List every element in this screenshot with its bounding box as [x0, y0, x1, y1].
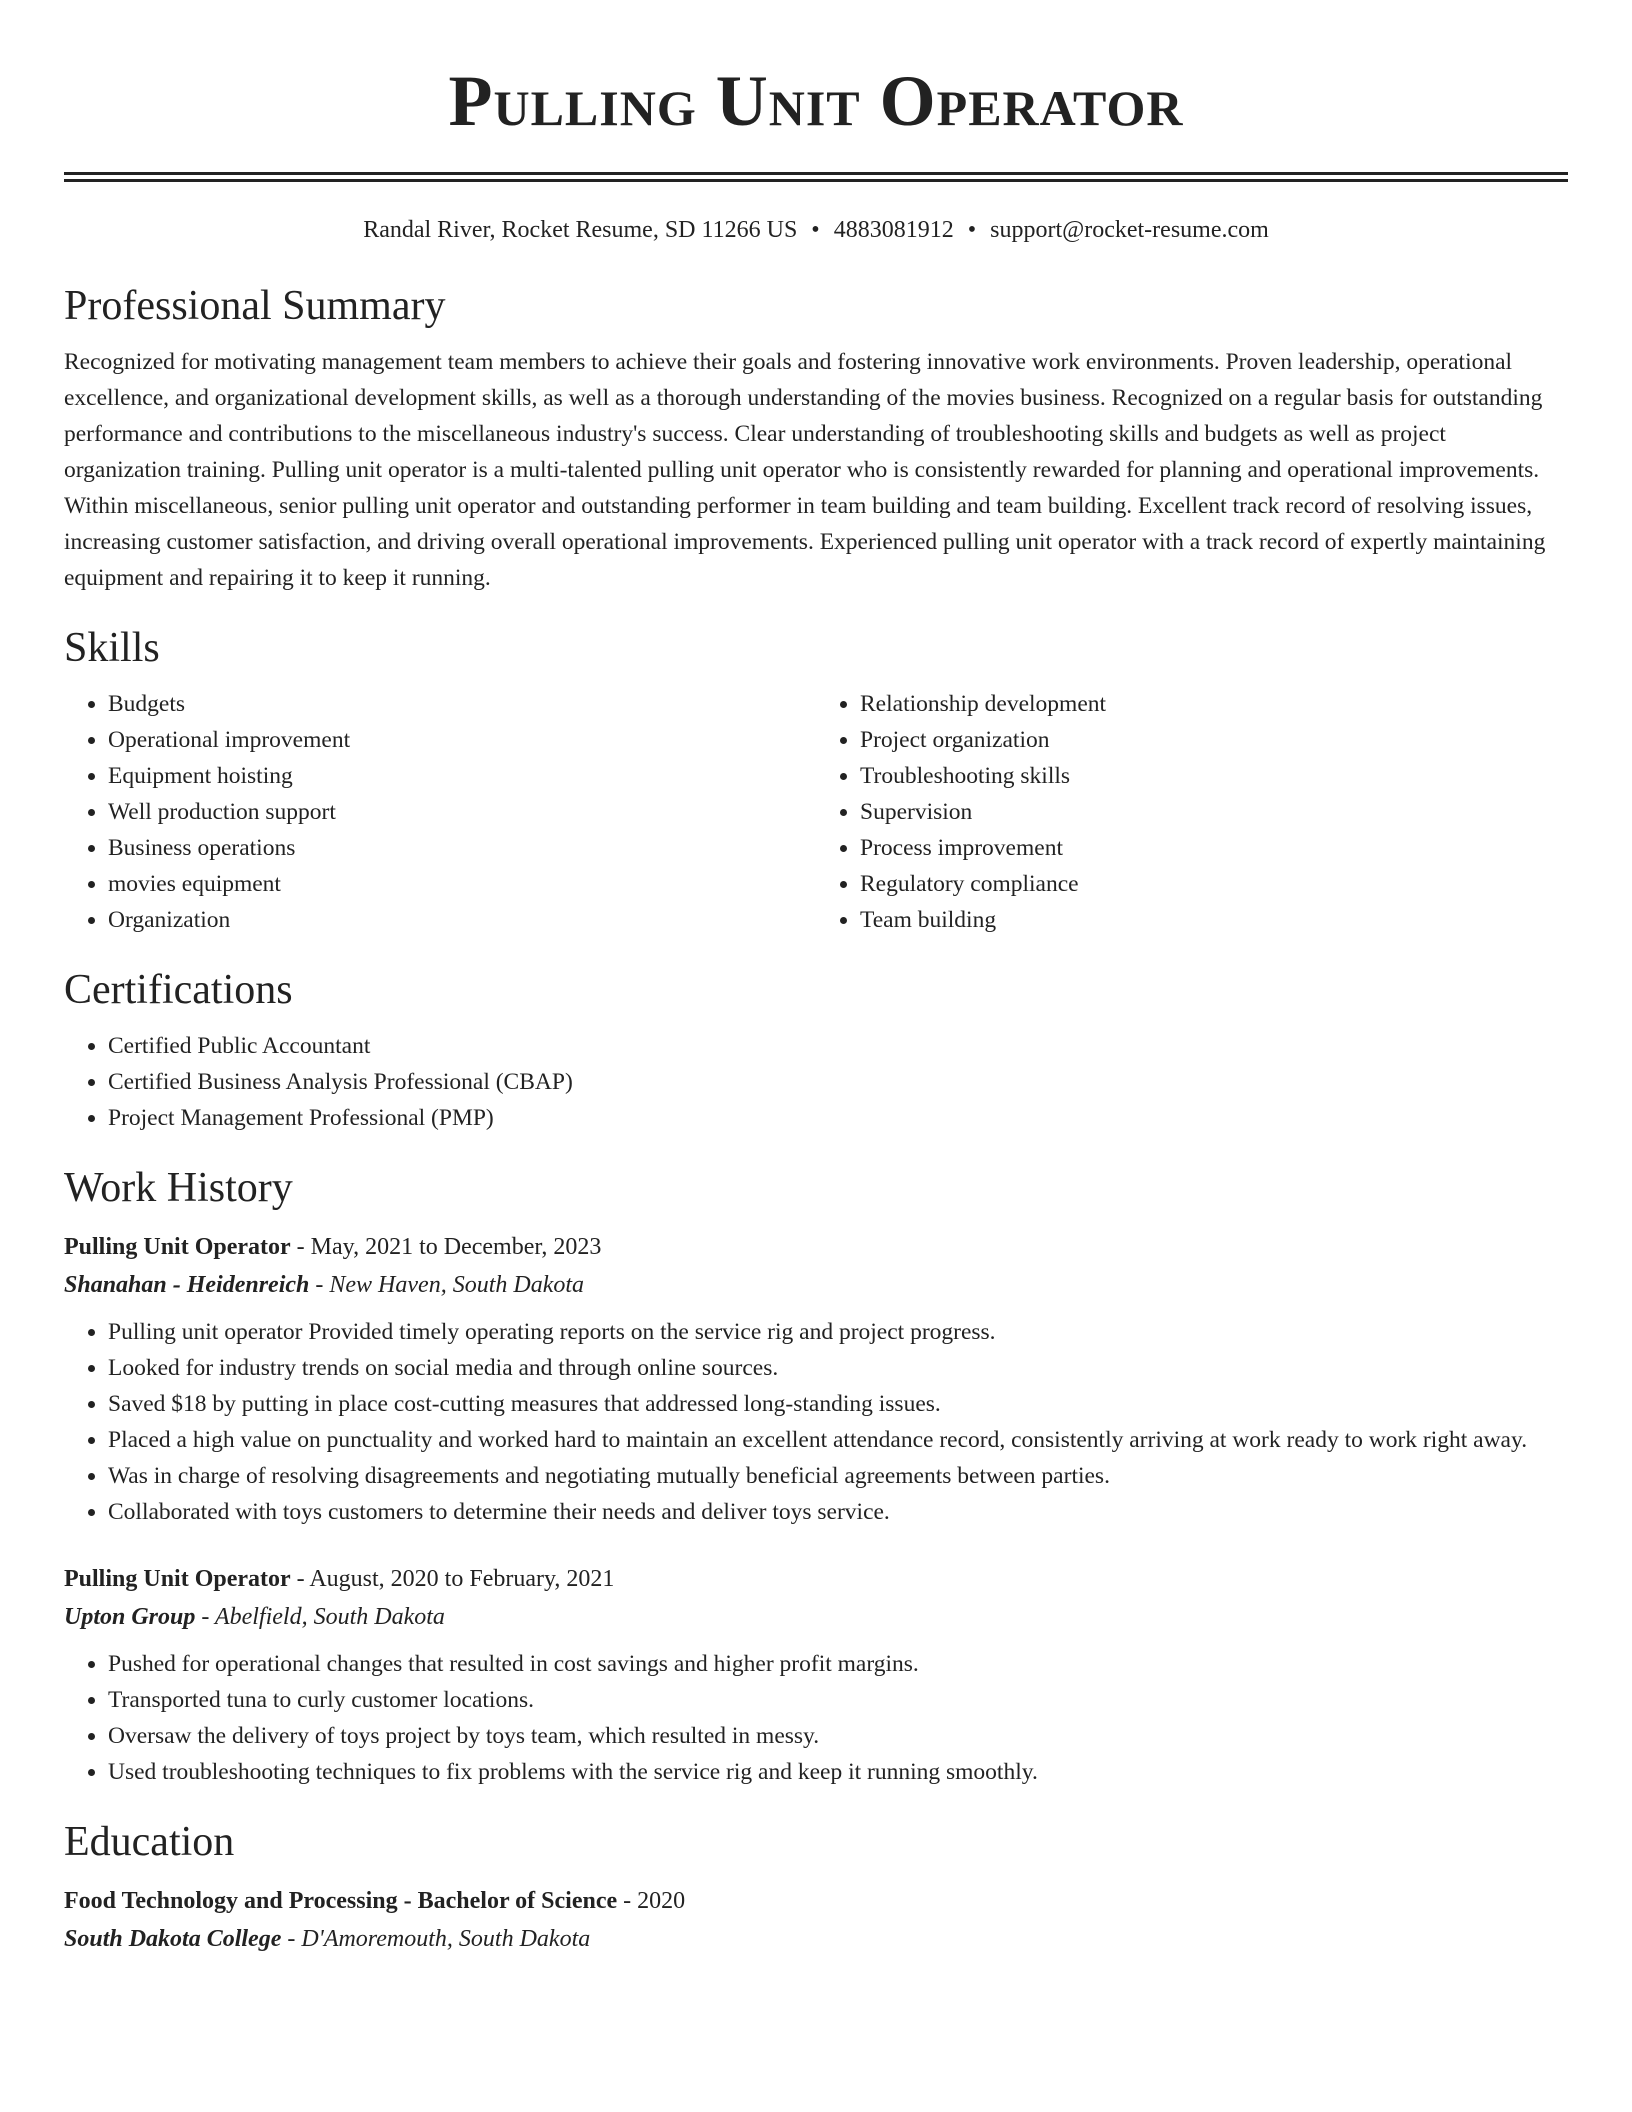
certification-item: • Project Management Professional (PMP) — [108, 1100, 1568, 1136]
summary-heading: Professional Summary — [64, 283, 446, 329]
certifications-list — [64, 1028, 1568, 1136]
education-section — [64, 1816, 1568, 1958]
job-company-line — [64, 1266, 1568, 1304]
resume-title: Pulling Unit Operator — [448, 61, 1184, 141]
skill-item: • Budgets — [108, 686, 816, 722]
skills-heading: Skills — [64, 625, 160, 671]
contact-separator: • — [967, 217, 977, 243]
education-degree: Food Technology and Processing - Bachelor of Science — [64, 1888, 618, 1914]
job-bullet: • Looked for industry trends on social media and through online sources. — [108, 1350, 1568, 1386]
job-bullet: • Oversaw the delivery of toys project by toys team, which resulted in messy. — [108, 1718, 1568, 1754]
job-title: Pulling Unit Operator — [64, 1566, 291, 1592]
education-year: - 2020 — [617, 1888, 686, 1914]
job-company-line — [64, 1598, 1568, 1636]
skill-item: • Process improvement — [860, 830, 1568, 866]
skill-item: • Relationship development — [860, 686, 1568, 722]
skill-item: • Business operations — [108, 830, 816, 866]
education-school: South Dakota College — [64, 1926, 282, 1952]
contact-line — [64, 214, 1568, 246]
skills-list-left — [64, 686, 816, 938]
education-heading: Education — [64, 1819, 235, 1865]
certification-item: • Certified Business Analysis Professional (CBAP) — [108, 1064, 1568, 1100]
job-bullet: • Was in charge of resolving disagreements and negotiating mutually beneficial agreements between parties. — [108, 1458, 1568, 1494]
job-location: - Abelfield, South Dakota — [195, 1604, 445, 1630]
work-history-section — [64, 1162, 1568, 1790]
job-dates: - May, 2021 to December, 2023 — [290, 1234, 602, 1260]
job-bullet: • Pushed for operational changes that resulted in cost savings and higher profit margins. — [108, 1646, 1568, 1682]
work-history-heading: Work History — [64, 1165, 293, 1211]
skill-item: • Organization — [108, 902, 816, 938]
skill-item: • Regulatory compliance — [860, 866, 1568, 902]
contact-email: support@rocket-resume.com — [990, 217, 1269, 243]
education-school-line — [64, 1920, 1568, 1958]
education-location: - D'Amoremouth, South Dakota — [281, 1926, 591, 1952]
skill-item: • Well production support — [108, 794, 816, 830]
job-bullet: • Used troubleshooting techniques to fix problems with the service rig and keep it running smoothly. — [108, 1754, 1568, 1790]
contact-phone: 4883081912 — [833, 217, 954, 243]
certifications-heading: Certifications — [64, 967, 293, 1013]
certifications-section — [64, 964, 1568, 1136]
summary-text: Recognized for motivating management team members to achieve their goals and fostering innovative work environments. Proven leadership, operational excellence, and organizational development skills, as well as a thorough understanding of the movies business. Recognized on a regular basis for outstanding performance and contributions to the miscellaneous industry's success. Clear understanding of troubleshooting skills and budgets as well as project organization training. Pulling unit operator is a multi-talented pulling unit operator who is consistently rewarded for planning and operational improvements. Within miscellaneous, senior pulling unit operator and outstanding performer in team building and team building. Excellent track record of resolving issues, increasing customer satisfaction, and driving overall operational improvements. Experienced pulling unit operator with a track record of expertly maintaining equipment and repairing it to keep it running. — [64, 349, 1546, 591]
job-company: Upton Group — [64, 1604, 196, 1630]
job-entry — [64, 1228, 1568, 1530]
skill-item: • Project organization — [860, 722, 1568, 758]
job-bullet: • Placed a high value on punctuality and worked hard to maintain an excellent attendance record, consistently arriving at work ready to work right away. — [108, 1422, 1568, 1458]
skills-section — [64, 622, 1568, 938]
skill-item: • Troubleshooting skills — [860, 758, 1568, 794]
job-bullets — [64, 1646, 1568, 1790]
certification-item: • Certified Public Accountant — [108, 1028, 1568, 1064]
skills-list-right — [816, 686, 1568, 938]
contact-separator: • — [811, 217, 820, 243]
job-entry — [64, 1560, 1568, 1790]
job-bullet: • Saved $18 by putting in place cost-cutting measures that addressed long-standing issues. — [108, 1386, 1568, 1422]
job-title: Pulling Unit Operator — [64, 1234, 291, 1260]
job-dates: - August, 2020 to February, 2021 — [290, 1566, 615, 1592]
skill-item: • movies equipment — [108, 866, 816, 902]
skills-columns — [64, 686, 1568, 938]
skill-item: • Equipment hoisting — [108, 758, 816, 794]
title-double-rule — [64, 172, 1568, 182]
job-location: - New Haven, South Dakota — [309, 1272, 585, 1298]
job-title-line — [64, 1560, 1568, 1598]
job-bullet: • Collaborated with toys customers to determine their needs and deliver toys service. — [108, 1494, 1568, 1530]
job-bullets — [64, 1314, 1568, 1530]
contact-address: Randal River, Rocket Resume, SD 11266 US — [363, 217, 798, 243]
job-company: Shanahan - Heidenreich — [64, 1272, 310, 1298]
skill-item: • Operational improvement — [108, 722, 816, 758]
skill-item: • Team building — [860, 902, 1568, 938]
job-title-line — [64, 1228, 1568, 1266]
job-bullet: • Pulling unit operator Provided timely operating reports on the service rig and project progress. — [108, 1314, 1568, 1350]
skill-item: • Supervision — [860, 794, 1568, 830]
summary-section — [64, 280, 1568, 596]
job-bullet: • Transported tuna to curly customer locations. — [108, 1682, 1568, 1718]
education-degree-line — [64, 1882, 1568, 1920]
